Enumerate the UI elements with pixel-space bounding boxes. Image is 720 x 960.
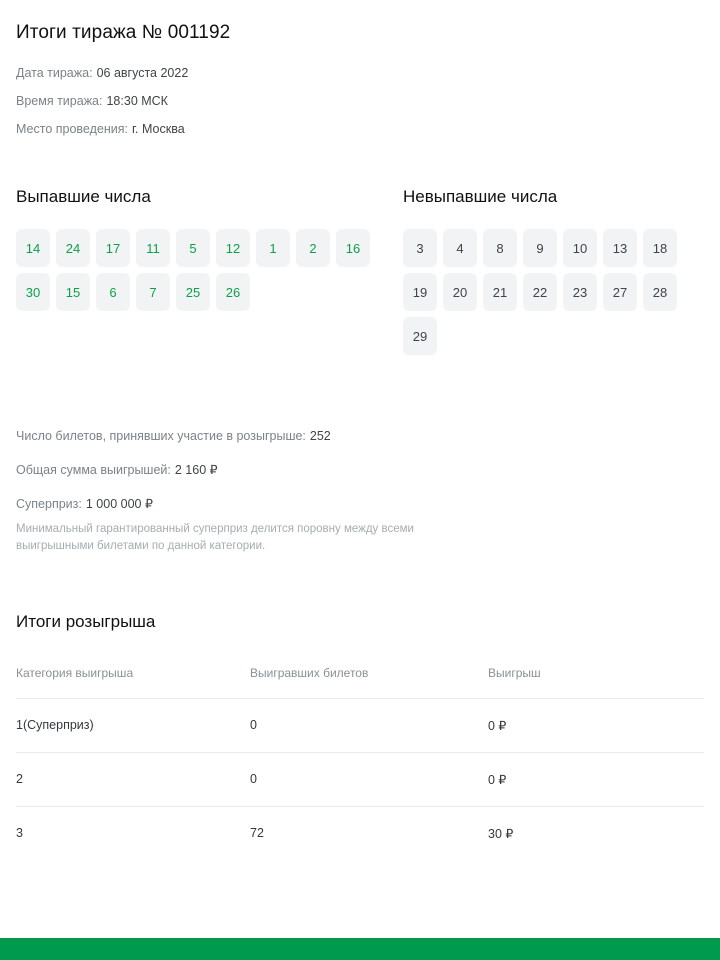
results-table [16,666,704,860]
not-drawn-number-ball: 21 [483,273,517,311]
superprize-note: Минимальный гарантированный суперприз делится поровну между всеми выигрышными билетами по данной категории. [16,523,414,553]
drawn-number-ball: 12 [216,229,250,267]
drawn-number-ball: 17 [96,229,130,267]
drawn-number-ball: 14 [16,229,50,267]
not-drawn-number-ball: 3 [403,229,437,267]
not-drawn-number-ball: 23 [563,273,597,311]
stat-total-prize [16,462,704,477]
page-footer-strip [0,938,720,960]
table-header-row [16,666,704,699]
column-header-winners: Выигравших билетов [250,665,369,680]
drawn-number-ball: 1 [256,229,290,267]
stat-total-prize-value: 2 160 ₽ [174,463,218,477]
not-drawn-numbers-grid [403,229,701,355]
numbers-section [16,187,704,355]
drawn-number-ball: 2 [296,229,330,267]
not-drawn-number-ball: 4 [443,229,477,267]
stat-superprize-label: Суперприз: [16,497,82,511]
drawn-number-ball: 24 [56,229,90,267]
cell-category: 2 [16,752,250,806]
stat-tickets [16,429,704,443]
cell-winners: 0 [250,752,488,806]
meta-value-place: г. Москва [132,122,185,136]
cell-prize: 30 ₽ [488,806,704,860]
drawn-numbers-column [16,187,401,355]
cell-prize: 0 ₽ [488,752,704,806]
stat-tickets-label: Число билетов, принявших участие в розыгрыше: [16,429,306,443]
not-drawn-number-ball: 27 [603,273,637,311]
meta-row-time [16,94,704,109]
results-heading: Итоги розыгрыша [16,611,156,631]
cell-category: 3 [16,806,250,860]
table-row [16,698,704,752]
not-drawn-numbers-column [401,187,701,355]
table-row [16,806,704,860]
drawn-number-ball: 15 [56,273,90,311]
drawn-numbers-grid [16,229,401,311]
not-drawn-number-ball: 13 [603,229,637,267]
meta-value-time: 18:30 МСК [106,94,168,108]
column-header-prize: Выигрыш [488,665,541,680]
not-drawn-number-ball: 29 [403,317,437,355]
drawn-numbers-heading: Выпавшие числа [16,187,151,206]
results-section [16,612,704,860]
table-row [16,752,704,806]
draw-meta [16,66,704,137]
drawn-number-ball: 25 [176,273,210,311]
stat-tickets-value: 252 [309,429,331,443]
not-drawn-number-ball: 20 [443,273,477,311]
draw-statistics [16,429,704,556]
drawn-number-ball: 6 [96,273,130,311]
page-title: Итоги тиража № 001192 [16,22,231,43]
not-drawn-number-ball: 10 [563,229,597,267]
not-drawn-number-ball: 18 [643,229,677,267]
column-header-category: Категория выигрыша [16,665,134,680]
stat-superprize [16,496,704,511]
not-drawn-number-ball: 28 [643,273,677,311]
cell-winners: 0 [250,698,488,752]
not-drawn-numbers-heading: Невыпавшие числа [403,187,558,206]
meta-row-place [16,122,704,137]
drawn-number-ball: 5 [176,229,210,267]
stat-superprize-value: 1 000 000 ₽ [85,497,153,511]
meta-label-time: Время тиража: [16,94,103,108]
cell-category: 1(Суперприз) [16,698,250,752]
drawn-number-ball: 26 [216,273,250,311]
drawn-number-ball: 11 [136,229,170,267]
meta-row-date [16,66,704,81]
drawn-number-ball: 30 [16,273,50,311]
not-drawn-number-ball: 19 [403,273,437,311]
drawn-number-ball: 16 [336,229,370,267]
cell-prize: 0 ₽ [488,698,704,752]
not-drawn-number-ball: 8 [483,229,517,267]
cell-winners: 72 [250,806,488,860]
stat-total-prize-label: Общая сумма выигрышей: [16,463,171,477]
meta-label-date: Дата тиража: [16,66,93,80]
not-drawn-number-ball: 9 [523,229,557,267]
not-drawn-number-ball: 22 [523,273,557,311]
meta-value-date: 06 августа 2022 [96,66,189,80]
drawn-number-ball: 7 [136,273,170,311]
meta-label-place: Место проведения: [16,122,128,136]
